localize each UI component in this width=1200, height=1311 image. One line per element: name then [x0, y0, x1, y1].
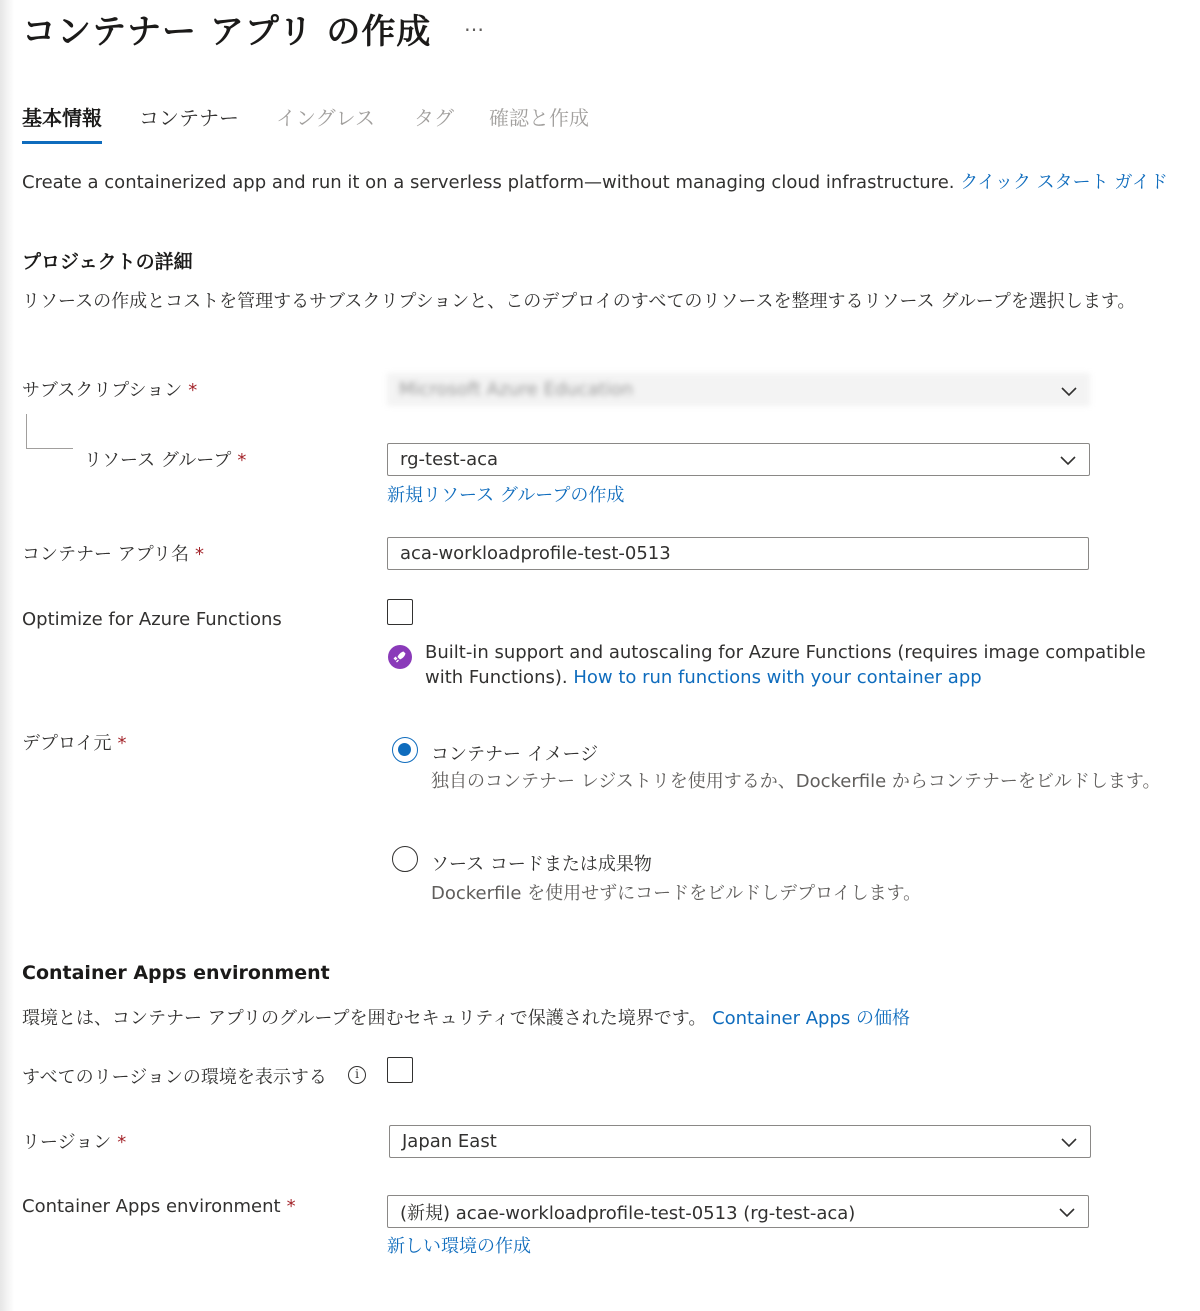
quickstart-link[interactable]: クイック スタート ガイド [960, 172, 1168, 193]
tab-container[interactable]: コンテナー [139, 106, 239, 130]
project-details-title: プロジェクトの詳細 [22, 251, 193, 273]
required-marker: * [117, 733, 127, 754]
deploy-source-label-text: デプロイ元 [22, 733, 112, 754]
resource-group-value: rg-test-aca [400, 449, 499, 470]
chevron-down-icon [1058, 1203, 1076, 1221]
container-image-option-description: 独自のコンテナー レジストリを使用するか、Dockerfile からコンテナーをビルドします。 [431, 771, 1161, 792]
region-value: Japan East [402, 1131, 497, 1152]
tab-review-create[interactable]: 確認と作成 [489, 106, 589, 130]
intro-text: Create a containerized app and run it on a serverless platform—without managing cloud infrastructure. [22, 172, 955, 193]
chevron-down-icon [1060, 1133, 1078, 1151]
region-select[interactable] [389, 1125, 1091, 1158]
optimize-functions-info [425, 640, 1165, 690]
radio-container-image[interactable] [392, 737, 418, 763]
info-icon[interactable]: i [348, 1066, 366, 1084]
show-all-regions-checkbox[interactable] [387, 1057, 413, 1083]
required-marker: * [188, 380, 198, 401]
container-image-option-label[interactable]: コンテナー イメージ [431, 744, 599, 765]
chevron-down-icon [1059, 451, 1077, 469]
radio-source-code[interactable] [392, 846, 418, 872]
more-options-icon[interactable]: … [464, 12, 484, 36]
subscription-chevron-down-icon [1060, 382, 1078, 400]
tree-connector [26, 414, 73, 449]
required-marker: * [195, 544, 205, 565]
region-label-text: リージョン [22, 1132, 112, 1153]
intro-line [22, 168, 1168, 194]
optimize-functions-checkbox[interactable] [387, 599, 413, 625]
page-title: コンテナー アプリ の作成 [22, 12, 432, 52]
environment-section-title: Container Apps environment [22, 962, 330, 984]
tab-tags[interactable]: タグ [414, 106, 454, 130]
tab-ingress[interactable]: イングレス [276, 106, 375, 130]
resource-group-label [84, 446, 246, 472]
optimize-functions-label: Optimize for Azure Functions [22, 609, 282, 630]
environment-label [22, 1196, 296, 1217]
required-marker: * [237, 450, 247, 471]
source-code-option-description: Dockerfile を使用せずにコードをビルドしデプロイします。 [431, 883, 922, 904]
region-label [22, 1128, 126, 1154]
subscription-label-text: サブスクリプション [22, 380, 183, 401]
tab-basics[interactable]: 基本情報 [22, 102, 102, 144]
resource-group-select[interactable] [387, 443, 1090, 476]
subscription-label [22, 376, 197, 402]
required-marker: * [286, 1196, 296, 1217]
create-environment-link[interactable]: 新しい環境の作成 [387, 1236, 531, 1257]
pricing-link[interactable]: Container Apps の価格 [712, 1008, 911, 1029]
project-details-description: リソースの作成とコストを管理するサブスクリプションと、このデプロイのすべてのリソースを整理するリソース グループを選択します。 [22, 291, 1136, 312]
environment-description: 環境とは、コンテナー アプリのグループを囲むセキュリティで保護された境界です。 [22, 1008, 707, 1029]
rocket-icon [388, 645, 412, 669]
run-functions-link[interactable]: How to run functions with your container app [573, 667, 982, 688]
app-name-input[interactable]: aca-workloadprofile-test-0513 [387, 537, 1089, 570]
environment-value: (新規) acae-workloadprofile-test-0513 (rg-test-aca) [400, 1202, 856, 1224]
source-code-option-label[interactable]: ソース コードまたは成果物 [431, 854, 652, 875]
environment-description-line [22, 1004, 910, 1030]
subscription-select[interactable]: Microsoft Azure Education [387, 373, 1090, 406]
environment-select[interactable] [387, 1195, 1089, 1228]
required-marker: * [117, 1132, 127, 1153]
app-name-label [22, 540, 204, 566]
show-all-regions-label: すべてのリージョンの環境を表示する [22, 1067, 327, 1088]
left-edge-shadow [0, 0, 14, 1311]
create-resource-group-link[interactable]: 新規リソース グループの作成 [387, 485, 625, 506]
resource-group-label-text: リソース グループ [84, 450, 232, 471]
environment-label-text: Container Apps environment [22, 1196, 281, 1217]
app-name-label-text: コンテナー アプリ名 [22, 544, 190, 565]
deploy-source-label [22, 729, 126, 755]
optimize-functions-info-text: Built-in support and autoscaling for Azure Functions (requires image compatible with Functions). [425, 642, 1146, 688]
